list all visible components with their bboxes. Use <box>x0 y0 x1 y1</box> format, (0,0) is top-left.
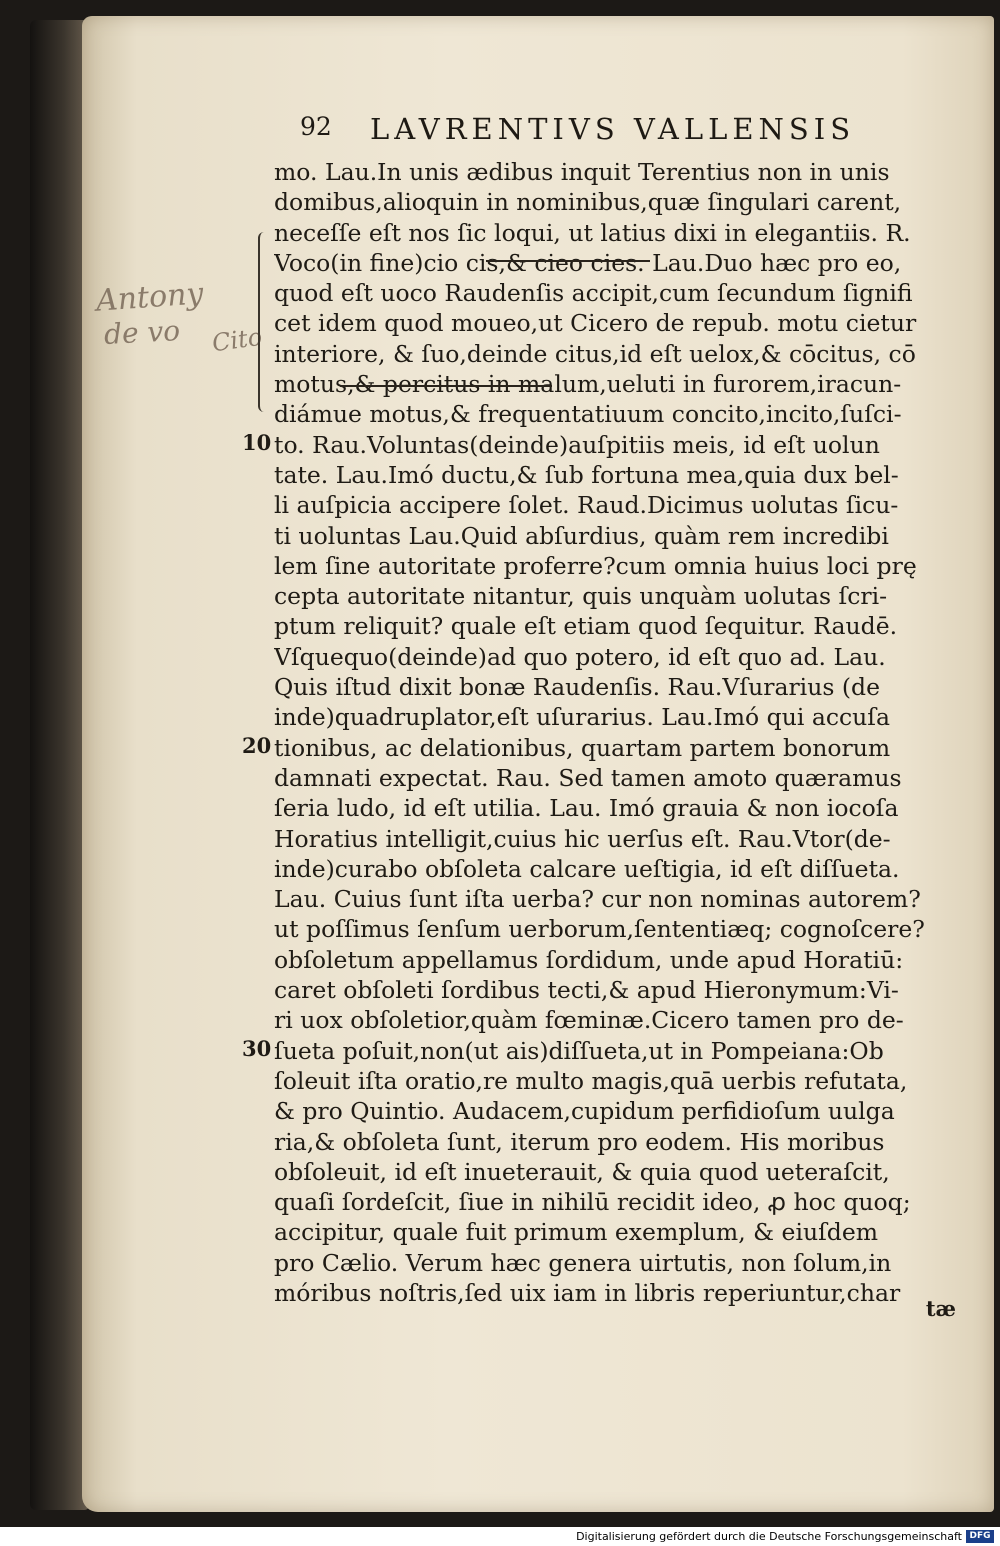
text-line: tionibus, ac delationibus, quartam partem bonorum <box>274 733 891 762</box>
text-body <box>242 157 964 1308</box>
text-line: obſoleuit, id eſt inueterauit, & quia quod ueteraſcit, <box>274 1157 890 1186</box>
text-line: ti uoluntas Lau.Quid abſurdius, quàm rem incredibi <box>274 521 889 550</box>
text-line: ut poſſimus ſenſum uerborum,ſententiæq; cognoſcere? <box>274 915 925 944</box>
text-line: to. Rau.Voluntas(deinde)auſpitiis meis, id eſt uolun <box>274 430 880 459</box>
text-line: accipitur, quale fuit primum exemplum, & eiuſdem <box>274 1218 879 1247</box>
strike-through-mark <box>340 385 552 387</box>
book-spine <box>30 20 90 1510</box>
text-line: damnati expectat. Rau. Sed tamen amoto quæramus <box>274 763 902 792</box>
digitization-footer <box>0 1527 1000 1546</box>
line-number: 20 <box>242 732 272 758</box>
text-line: pro Cælio. Verum hæc genera uirtutis, non ſolum,in <box>274 1248 892 1277</box>
text-line: inde)quadruplator,eſt uſurarius. Lau.Imó qui accuſa <box>274 703 891 732</box>
text-line: inde)curabo obſoleta calcare ueſtigia, id eſt diſſueta. <box>274 854 900 883</box>
text-line: neceſſe eſt nos ſic loqui, ut latius dixi in elegantiis. R. <box>274 218 911 247</box>
marginal-note-1: Antony <box>94 276 205 319</box>
marginal-note-2: de vo <box>103 314 181 351</box>
text-line: caret obſoleti ſordibus tecti,& apud Hieronymum:Vi- <box>274 976 899 1005</box>
text-line: cepta autoritate nitantur, quis unquàm uolutas ſcri- <box>274 582 888 611</box>
text-line: Lau. Cuius ſunt iſta uerba? cur non nominas autorem? <box>274 885 921 914</box>
text-line: quaſi ſordeſcit, ſiue in nihilū recidit ideo, ꝓ hoc quoq; <box>274 1188 911 1217</box>
running-title: LAVRENTIVS VALLENSIS <box>370 112 856 146</box>
text-line: ſoleuit iſta oratio,re multo magis,quā uerbis refutata, <box>274 1066 908 1095</box>
text-line: diámue motus,& frequentatiuum concito,incito,ſuſci- <box>274 400 902 429</box>
text-line: li auſpicia accipere ſolet. Raud.Dicimus uolutas ſicu- <box>274 491 899 520</box>
text-line: Horatius intelligit,cuius hic uerſus eſt. Rau.Vtor(de- <box>274 824 891 853</box>
text-line: & pro Quintio. Audacem,cupidum perfidioſum uulga <box>274 1097 895 1126</box>
catchword: tæ <box>925 1296 956 1321</box>
marginal-note-3: Cito <box>210 322 264 358</box>
text-line: obſoletum appellamus ſordidum, unde apud Horatiū: <box>274 945 904 974</box>
marginal-bracket <box>258 232 270 412</box>
text-line: domibus,alioquin in nominibus,quæ ſingulari carent, <box>274 188 902 217</box>
text-line: lem ſine autoritate proferre?cum omnia huius loci prę <box>274 551 917 580</box>
text-line: móribus noſtris,ſed uix iam in libris reperiuntur,char <box>274 1278 901 1307</box>
page-number: 92 <box>300 112 332 141</box>
text-line: ri uox obſoletior,quàm fœminæ.Cicero tamen pro de- <box>274 1006 904 1035</box>
text-line: Voco(in fine)cio cis,& cieo cies. Lau.Duo hæc pro eo, <box>274 248 902 277</box>
text-line: Quis iſtud dixit bonæ Raudenſis. Rau.Vſurarius (de <box>274 673 880 702</box>
text-line: motus,& percitus in malum,ueluti in furorem,iracun- <box>274 370 902 399</box>
text-line: ptum reliquit? quale eſt etiam quod ſequitur. Raudē. <box>274 612 898 641</box>
line-number: 10 <box>242 429 272 455</box>
strike-through-mark <box>486 260 650 262</box>
funding-credit: Digitalisierung gefördert durch die Deutsche Forschungsgemeinschaft <box>576 1530 962 1543</box>
text-line: quod eſt uoco Raudenſis accipit,cum ſecundum ſignifi <box>274 279 913 308</box>
text-line: ria,& obſoleta ſunt, iterum pro eodem. His moribus <box>274 1127 885 1156</box>
text-line: Vſquequo(deinde)ad quo potero, id eſt quo ad. Lau. <box>274 642 886 671</box>
line-number: 30 <box>242 1035 272 1061</box>
text-line: ſueta poſuit,non(ut ais)diſſueta,ut in Pompeiana:Ob <box>274 1036 884 1065</box>
text-line: interiore, & ſuo,deinde citus,id eſt uelox,& cōcitus, cō <box>274 339 916 368</box>
text-line: ſeria ludo, id eſt utilia. Lau. Imó grauia & non iocoſa <box>274 794 899 823</box>
text-line: mo. Lau.In unis ædibus inquit Terentius non in unis <box>274 158 890 186</box>
text-line: cet idem quod moueo,ut Cicero de repub. motu cietur <box>274 309 917 338</box>
text-line: tate. Lau.Imó ductu,& ſub fortuna mea,quia dux bel- <box>274 460 899 489</box>
dfg-logo: DFG <box>966 1530 994 1543</box>
